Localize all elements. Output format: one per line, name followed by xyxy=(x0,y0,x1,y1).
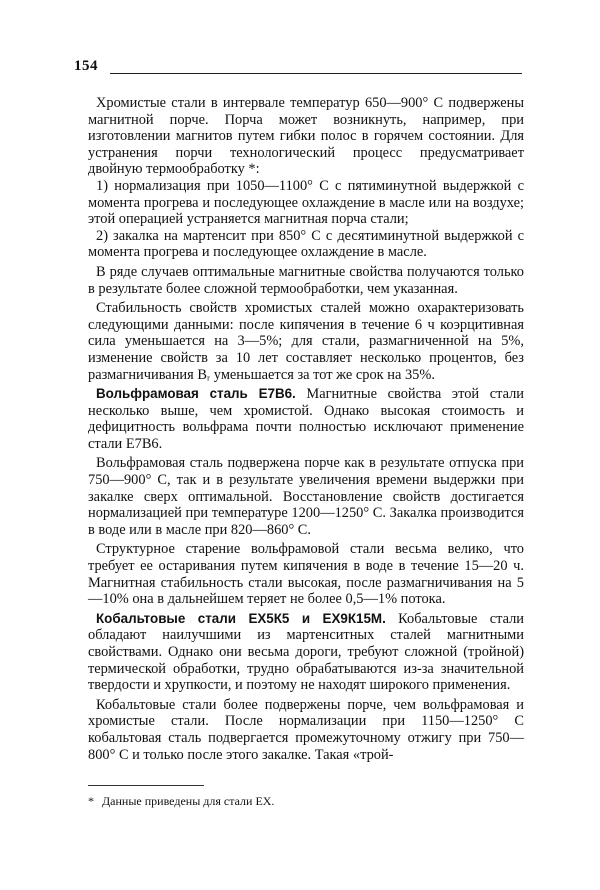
page-number: 154 xyxy=(74,58,98,74)
paragraph: Кобальтовые стали более подвержены порче, чем вольфрамовая и хромистые стали. После нормализации при 1150—1250° С кобальтовая сталь подвергается промежуточному отжигу при 750—800° С и только после этого закалке. Такая «трой- xyxy=(88,696,524,763)
footnote-mark: * xyxy=(88,794,94,808)
paragraph: Структурное старение вольфрамовой стали весьма велико, что требует ее остаривания путем кипячения в воде в течение 15—20 ч. Магнитная стабильность стали высокая, после размагничивания на 5—10% она в дальнейшем теряет не более 0,5—1% потока. xyxy=(88,541,524,608)
paragraph: Хромистые стали в интервале температур 650—900° С подвержены магнитной порче. Порча может возникнуть, например, при изготовлении магнитов путем гибки полос в горячем состоянии. Для устранения порчи технологический процесс предусматривает двойную термообработку *: xyxy=(88,95,524,178)
section-paragraph: Вольфрамовая сталь Е7В6. Магнитные свойства этой стали несколько выше, чем хромистой. Однако высокая стоимость и дефицитность вольфрама почти полностью исключают применение стали Е7В6. xyxy=(88,386,524,452)
paragraph: 1) нормализация при 1050—1100° С с пятиминутной выдержкой с момента прогрева и последующее охлаждение в масле или на воздухе; этой операцией устраняется магнитная порча стали; xyxy=(88,177,524,228)
section-paragraph: Кобальтовые стали ЕХ5К5 и ЕХ9К15М. Кобальтовые стали обладают наилучшими из мартенситных сталей магнитными свойствами. Однако они весьма дороги, требуют сложной (тройной) термической обработки, трудно обрабатываются из-за значительной твердости и хрупкости, и поэтому не находят широкого применения. xyxy=(88,610,524,694)
footnote xyxy=(88,794,524,808)
footnote-text: Данные приведены для стали ЕХ. xyxy=(102,794,275,808)
header-rule xyxy=(110,73,522,74)
paragraph: 2) закалка на мартенсит при 850° С с десятиминутной выдержкой с момента прогрева и последующее охлаждение в масле. xyxy=(88,227,524,261)
section-heading: Вольфрамовая сталь Е7В6. xyxy=(96,386,296,402)
section-heading: Кобальтовые стали ЕХ5К5 и ЕХ9К15М. xyxy=(96,610,386,626)
paragraph: Стабильность свойств хромистых сталей можно охарактеризовать следующими данными: после кипячения в течение 6 ч коэрцитивная сила уменьшается на 3—5%; для стали, размагниченной на 5%, изменение свойств за 10 лет составляет несколько процентов, без размагничивания Bᵣ уменьшается за тот же срок на 35%. xyxy=(88,300,524,383)
footnote-rule xyxy=(88,785,204,786)
page-header xyxy=(74,58,522,78)
body-text xyxy=(88,95,524,763)
paragraph: В ряде случаев оптимальные магнитные свойства получаются только в результате более сложной термообработки, чем указанная. xyxy=(88,263,524,297)
paragraph: Вольфрамовая сталь подвержена порче как в результате отпуска при 750—900° С, так и в результате увеличения времени выдержки при закалке сверх оптимальной. Восстановление свойств достигается нормализацией при температуре 1200—1250° С. Закалка производится в воде или в масле при 820—860° С. xyxy=(88,455,524,538)
